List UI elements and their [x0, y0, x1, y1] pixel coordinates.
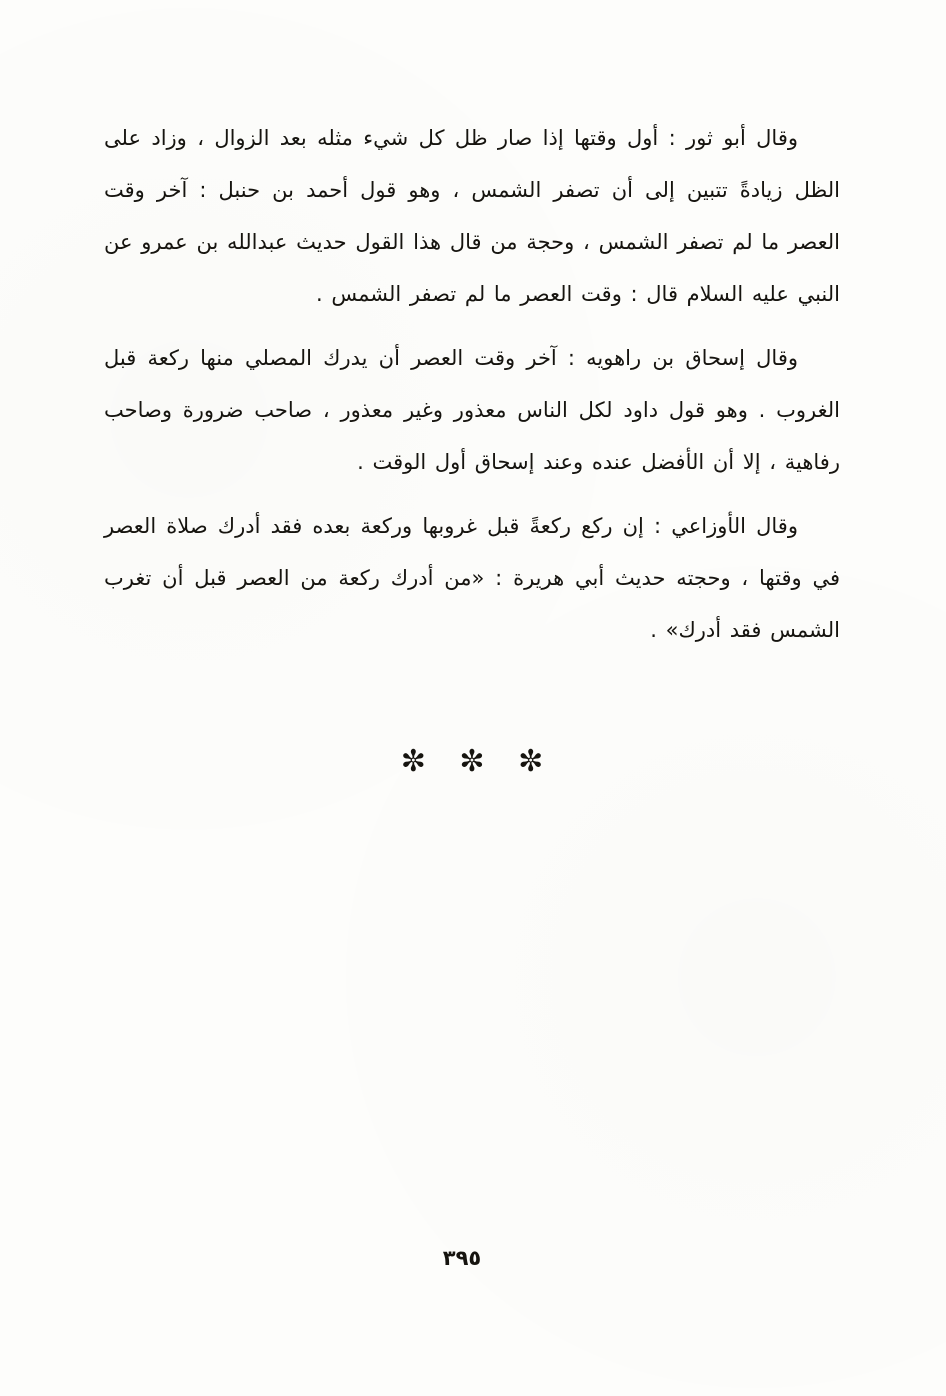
- section-separator-ornament: ✼ ✼ ✼: [400, 744, 556, 779]
- paragraph-al-awzai: وقال الأوزاعي : إن ركع ركعةً قبل غروبها وركعة بعده فقد أدرك صلاة العصر في وقتها ، وحجته حديث أبي هريرة : «من أدرك ركعة من العصر قبل أن تغرب الشمس فقد أدرك» .: [104, 514, 840, 642]
- paragraph-abu-thawr: وقال أبو ثور : أول وقتها إذا صار ظل كل شيء مثله بعد الزوال ، وزاد على الظل زيادةً تتبين إلى أن تصفر الشمس ، وهو قول أحمد بن حنبل : آخر وقت العصر ما لم تصفر الشمس ، وحجة من قال هذا القول حديث عبدالله بن عمرو عن النبي عليه السلام قال : وقت العصر ما لم تصفر الشمس .: [104, 126, 840, 306]
- body-text-block: [104, 112, 840, 779]
- page-number: ٣٩٥: [442, 1246, 482, 1270]
- paragraph-ishaq-ibn-rahwayh: وقال إسحاق بن راهويه : آخر وقت العصر أن يدرك المصلي منها ركعة قبل الغروب . وهو قول داود لكل الناس معذور وغير معذور ، صاحب ضرورة وصاحب رفاهية ، إلا أن الأفضل عنده وعند إسحاق أول الوقت .: [104, 346, 840, 474]
